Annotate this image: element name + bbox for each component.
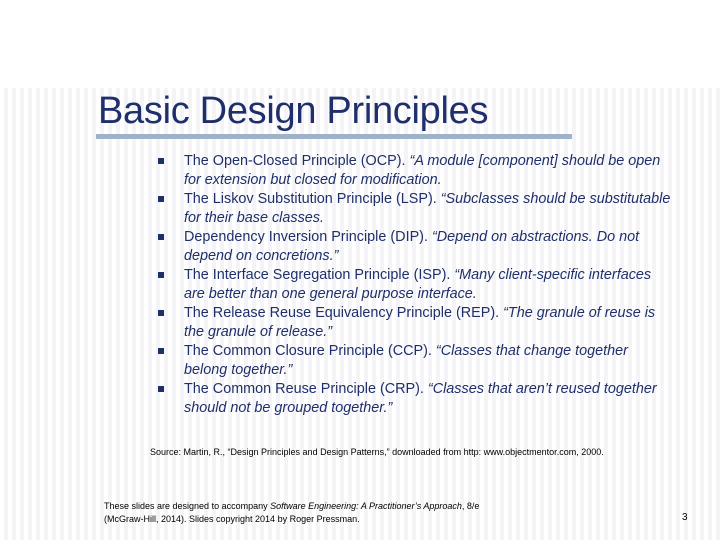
principles-list [152,152,672,418]
square-bullet-icon [158,348,164,354]
square-bullet-icon [158,196,164,202]
bullet-text: The Interface Segregation Principle (ISP). “Many client-specific interfaces are better than one general purpose interface. [184,267,652,302]
bullet-text: The Common Reuse Principle (CRP). “Classes that aren’t reused together should not be grouped together.” [184,381,657,416]
list-item [152,152,672,189]
bullet-text: The Common Closure Principle (CCP). “Classes that change together belong together.” [184,343,628,378]
bullet-text: The Release Reuse Equivalency Principle (REP). “The granule of reuse is the granule of release.” [184,305,656,340]
list-item [152,266,672,303]
book-title: Software Engineering: A Practitioner’s Approach [270,501,462,511]
corner-block [0,0,98,88]
square-bullet-icon [158,234,164,240]
square-bullet-icon [158,158,164,164]
title-underline [96,134,572,139]
bullet-text: Dependency Inversion Principle (DIP). “Depend on abstractions. Do not depend on concretions.” [184,229,640,264]
slide-title: Basic Design Principles [98,90,489,132]
header-band [0,0,720,88]
square-bullet-icon [158,386,164,392]
source-citation: Source: Martin, R., “Design Principles and Design Patterns,” downloaded from http: www.objectmentor.com, 2000. [150,447,604,457]
list-item [152,228,672,265]
footer-edition: , 8/e [461,501,480,511]
bullet-text: The Liskov Substitution Principle (LSP). “Subclasses should be substitutable for their base classes. [184,191,671,226]
list-item [152,304,672,341]
list-item [152,342,672,379]
list-item [152,190,672,227]
list-item [152,380,672,417]
footer-copyright: (McGraw-Hill, 2014). Slides copyright 2014 by Roger Pressman. [104,514,360,524]
page-number: 3 [682,512,688,523]
square-bullet-icon [158,310,164,316]
square-bullet-icon [158,272,164,278]
footer-note [104,500,484,526]
bullet-text: The Open-Closed Principle (OCP). “A module [component] should be open for extension but closed for modification. [184,153,661,188]
footer-text: These slides are designed to accompany [104,501,271,511]
